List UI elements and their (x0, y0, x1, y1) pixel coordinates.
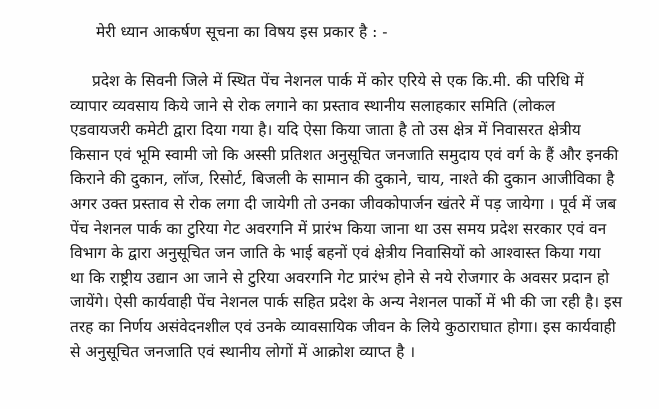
body-line: से अनुसूचित जनजाति एवं स्थानीय लोगों में आक्रोश व्याप्त है । (70, 342, 416, 361)
body-line: अगर उक्त प्रस्ताव से रोक लगा दी जायेगी तो उनका जीवकोपार्जन खंतरे में पड़ जायेगा । पूर्व में जब (70, 194, 617, 213)
body-line: था कि राष्ट्रीय उद्यान आ जाने से टुरिया अवरगनि गेट प्रारंभ होने से नये रोजगार के अवसर प्रदान हो (70, 268, 610, 287)
body-line: किराने की दुकान, लाॅज, रिसोर्ट, बिजली के सामान की दुकाने, चाय, नाश्ते की दुकान आजीविका है (70, 170, 615, 189)
notice-subject-heading: मेरी ध्यान आकर्षण सूचना का विषय इस प्रकार है : - (96, 23, 388, 41)
notice-body (70, 69, 640, 364)
body-line: विभाग के द्वारा अनुसूचित जन जाति के भाई बहनों एवं क्षेत्रीय निवासियों को आश्वास्त किया गया (70, 244, 601, 263)
body-line: किसान एवं भूमि स्वामी जो कि अस्सी प्रतिशत अनुसूचित जनजाति समुदाय एवं वर्ग के हैं और इनकी (70, 145, 619, 164)
body-line: एडवायजरी कमेटी द्वारा दिया गया है। यदि ऐसा किया जाता है तो उस क्षेत्र में निवासरत क्षेत्रीय (70, 121, 581, 140)
body-line: प्रदेश के सिवनी जिले में स्थित पेंच नेशनल पार्क में कोर एरिये से एक कि.मी. की परिधि में (92, 72, 584, 90)
body-line: तरह का निर्णय असंवेदनशील एवं उनके व्यावसायिक जीवन के लिये कुठाराघात होगा। इस कार्यवाही (70, 317, 616, 336)
body-line: व्यापार व्यवसाय किये जाने से रोक लगाने का प्रस्ताव स्थानीय सलाहकार समिति (लोकल (70, 96, 556, 115)
body-line: जायेंगे। ऐसी कार्यवाही पेंच नेशनल पार्क सहित प्रदेश के अन्य नेशनल पार्को में भी की जा रही है। इस (70, 293, 623, 312)
body-line: पेंच नेशनल पार्क का टुरिया गेट अवरगनि में प्रारंभ किया जाना था उस समय प्रदेश सरकार एवं वन (70, 219, 607, 238)
